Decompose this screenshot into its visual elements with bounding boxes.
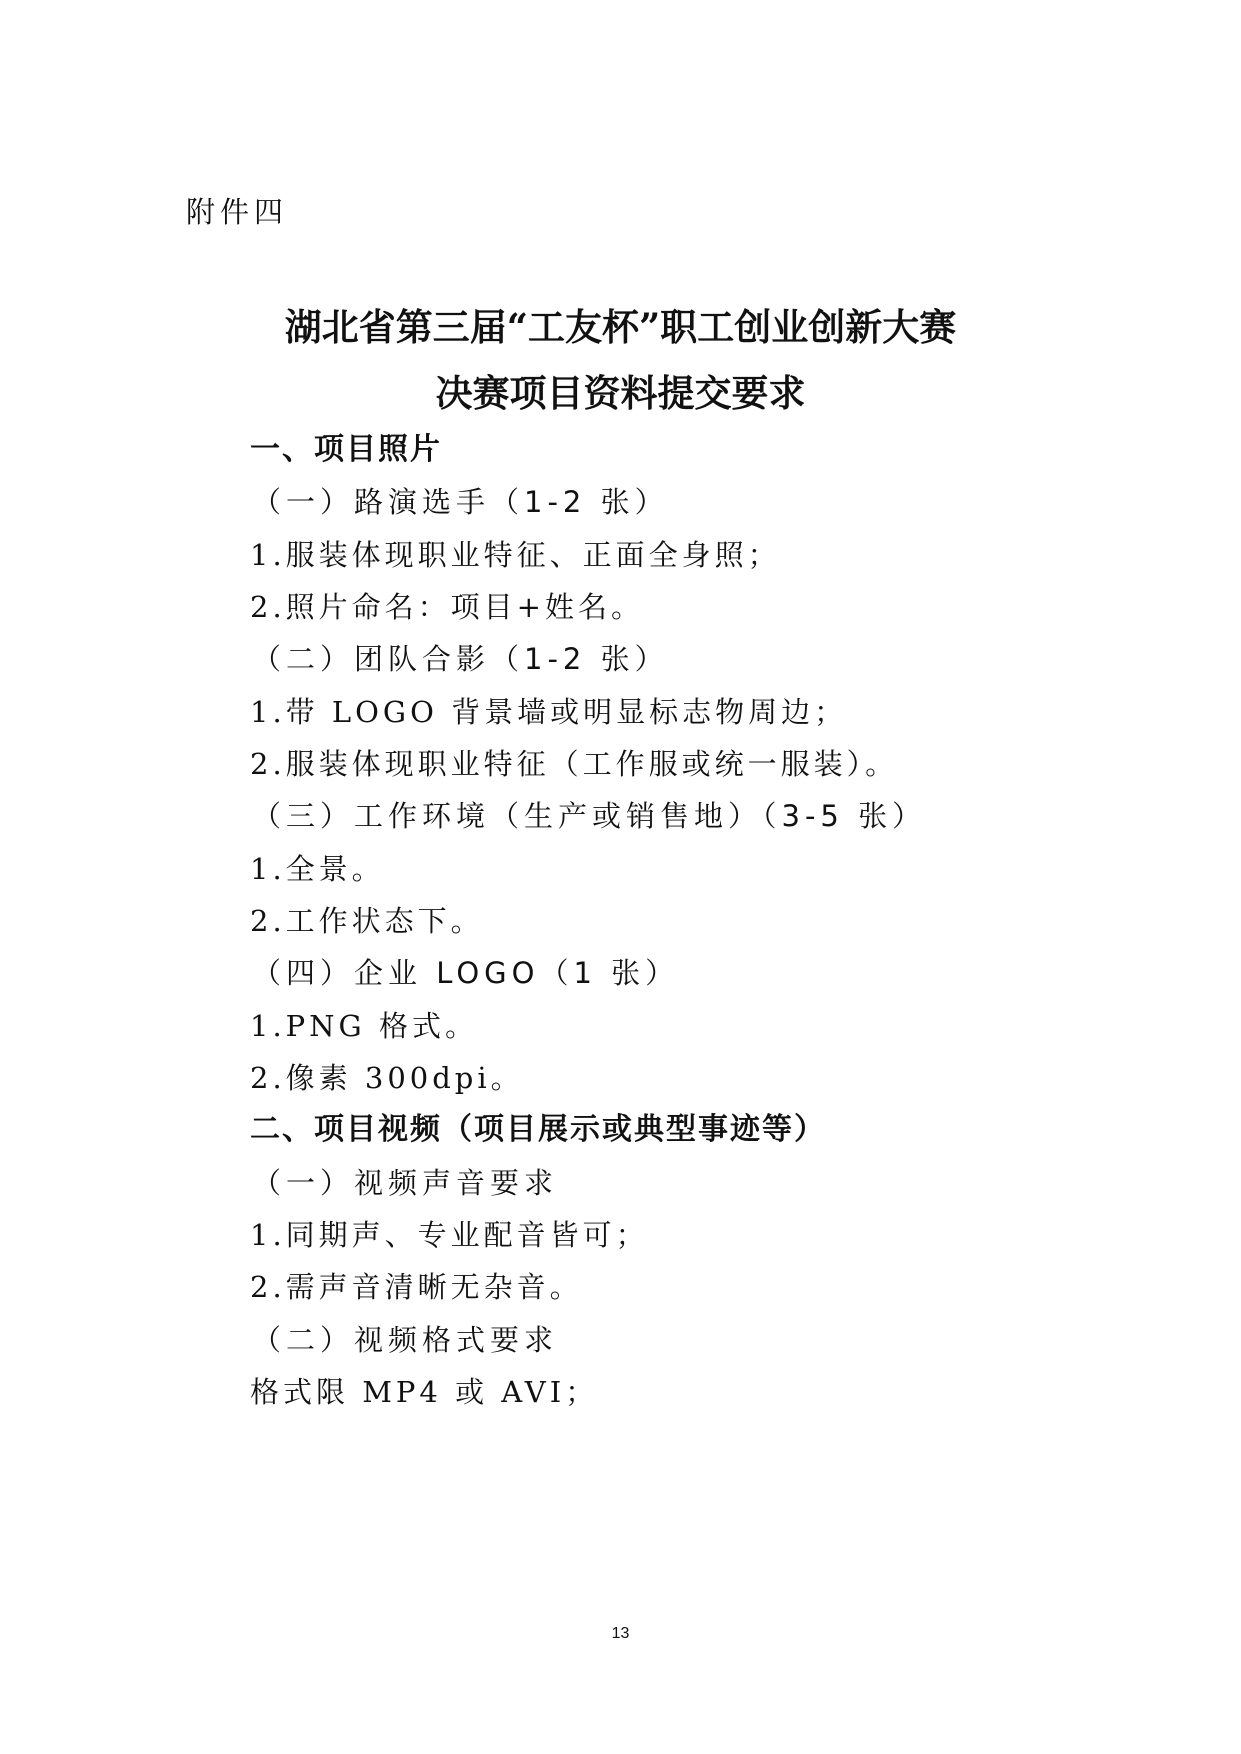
subsection-heading: （一）视频声音要求 (252, 1166, 559, 1200)
subsection-heading: （一）路演选手（1-2 张） (252, 485, 669, 519)
list-item: 2.工作状态下。 (250, 904, 484, 938)
subsection-heading: （二）团队合影（1-2 张） (252, 642, 669, 676)
list-item: 格式限 MP4 或 AVI； (250, 1375, 599, 1409)
list-item: 2.照片命名：项目+姓名。 (250, 590, 644, 624)
document-title-line-2: 决赛项目资料提交要求 (435, 371, 806, 415)
list-item: 1.同期声、专业配音皆可； (250, 1218, 649, 1252)
page-number: 13 (611, 1625, 630, 1642)
list-item: 1.服装体现职业特征、正面全身照； (250, 538, 781, 572)
list-item: 2.需声音清晰无杂音。 (250, 1270, 583, 1304)
subsection-heading: （四）企业 LOGO（1 张） (252, 956, 680, 990)
attachment-label: 附件四 (186, 195, 289, 229)
list-item: 1.PNG 格式。 (250, 1009, 478, 1043)
section-heading: 一、项目照片 (250, 432, 442, 467)
list-item: 2.服装体现职业特征（工作服或统一服装）。 (250, 747, 899, 781)
subsection-heading: （二）视频格式要求 (252, 1323, 559, 1357)
list-item: 1.全景。 (250, 852, 385, 886)
section-heading: 二、项目视频（项目展示或典型事迹等） (250, 1112, 826, 1147)
subsection-heading: （三）工作环境（生产或销售地）（3-5 张） (252, 799, 927, 833)
list-item: 1.带 LOGO 背景墙或明显标志物周边； (250, 695, 848, 729)
document-title-line-1: 湖北省第三届“工友杯”职工创业创新大赛 (284, 305, 957, 349)
list-item: 2.像素 300dpi。 (250, 1061, 524, 1095)
